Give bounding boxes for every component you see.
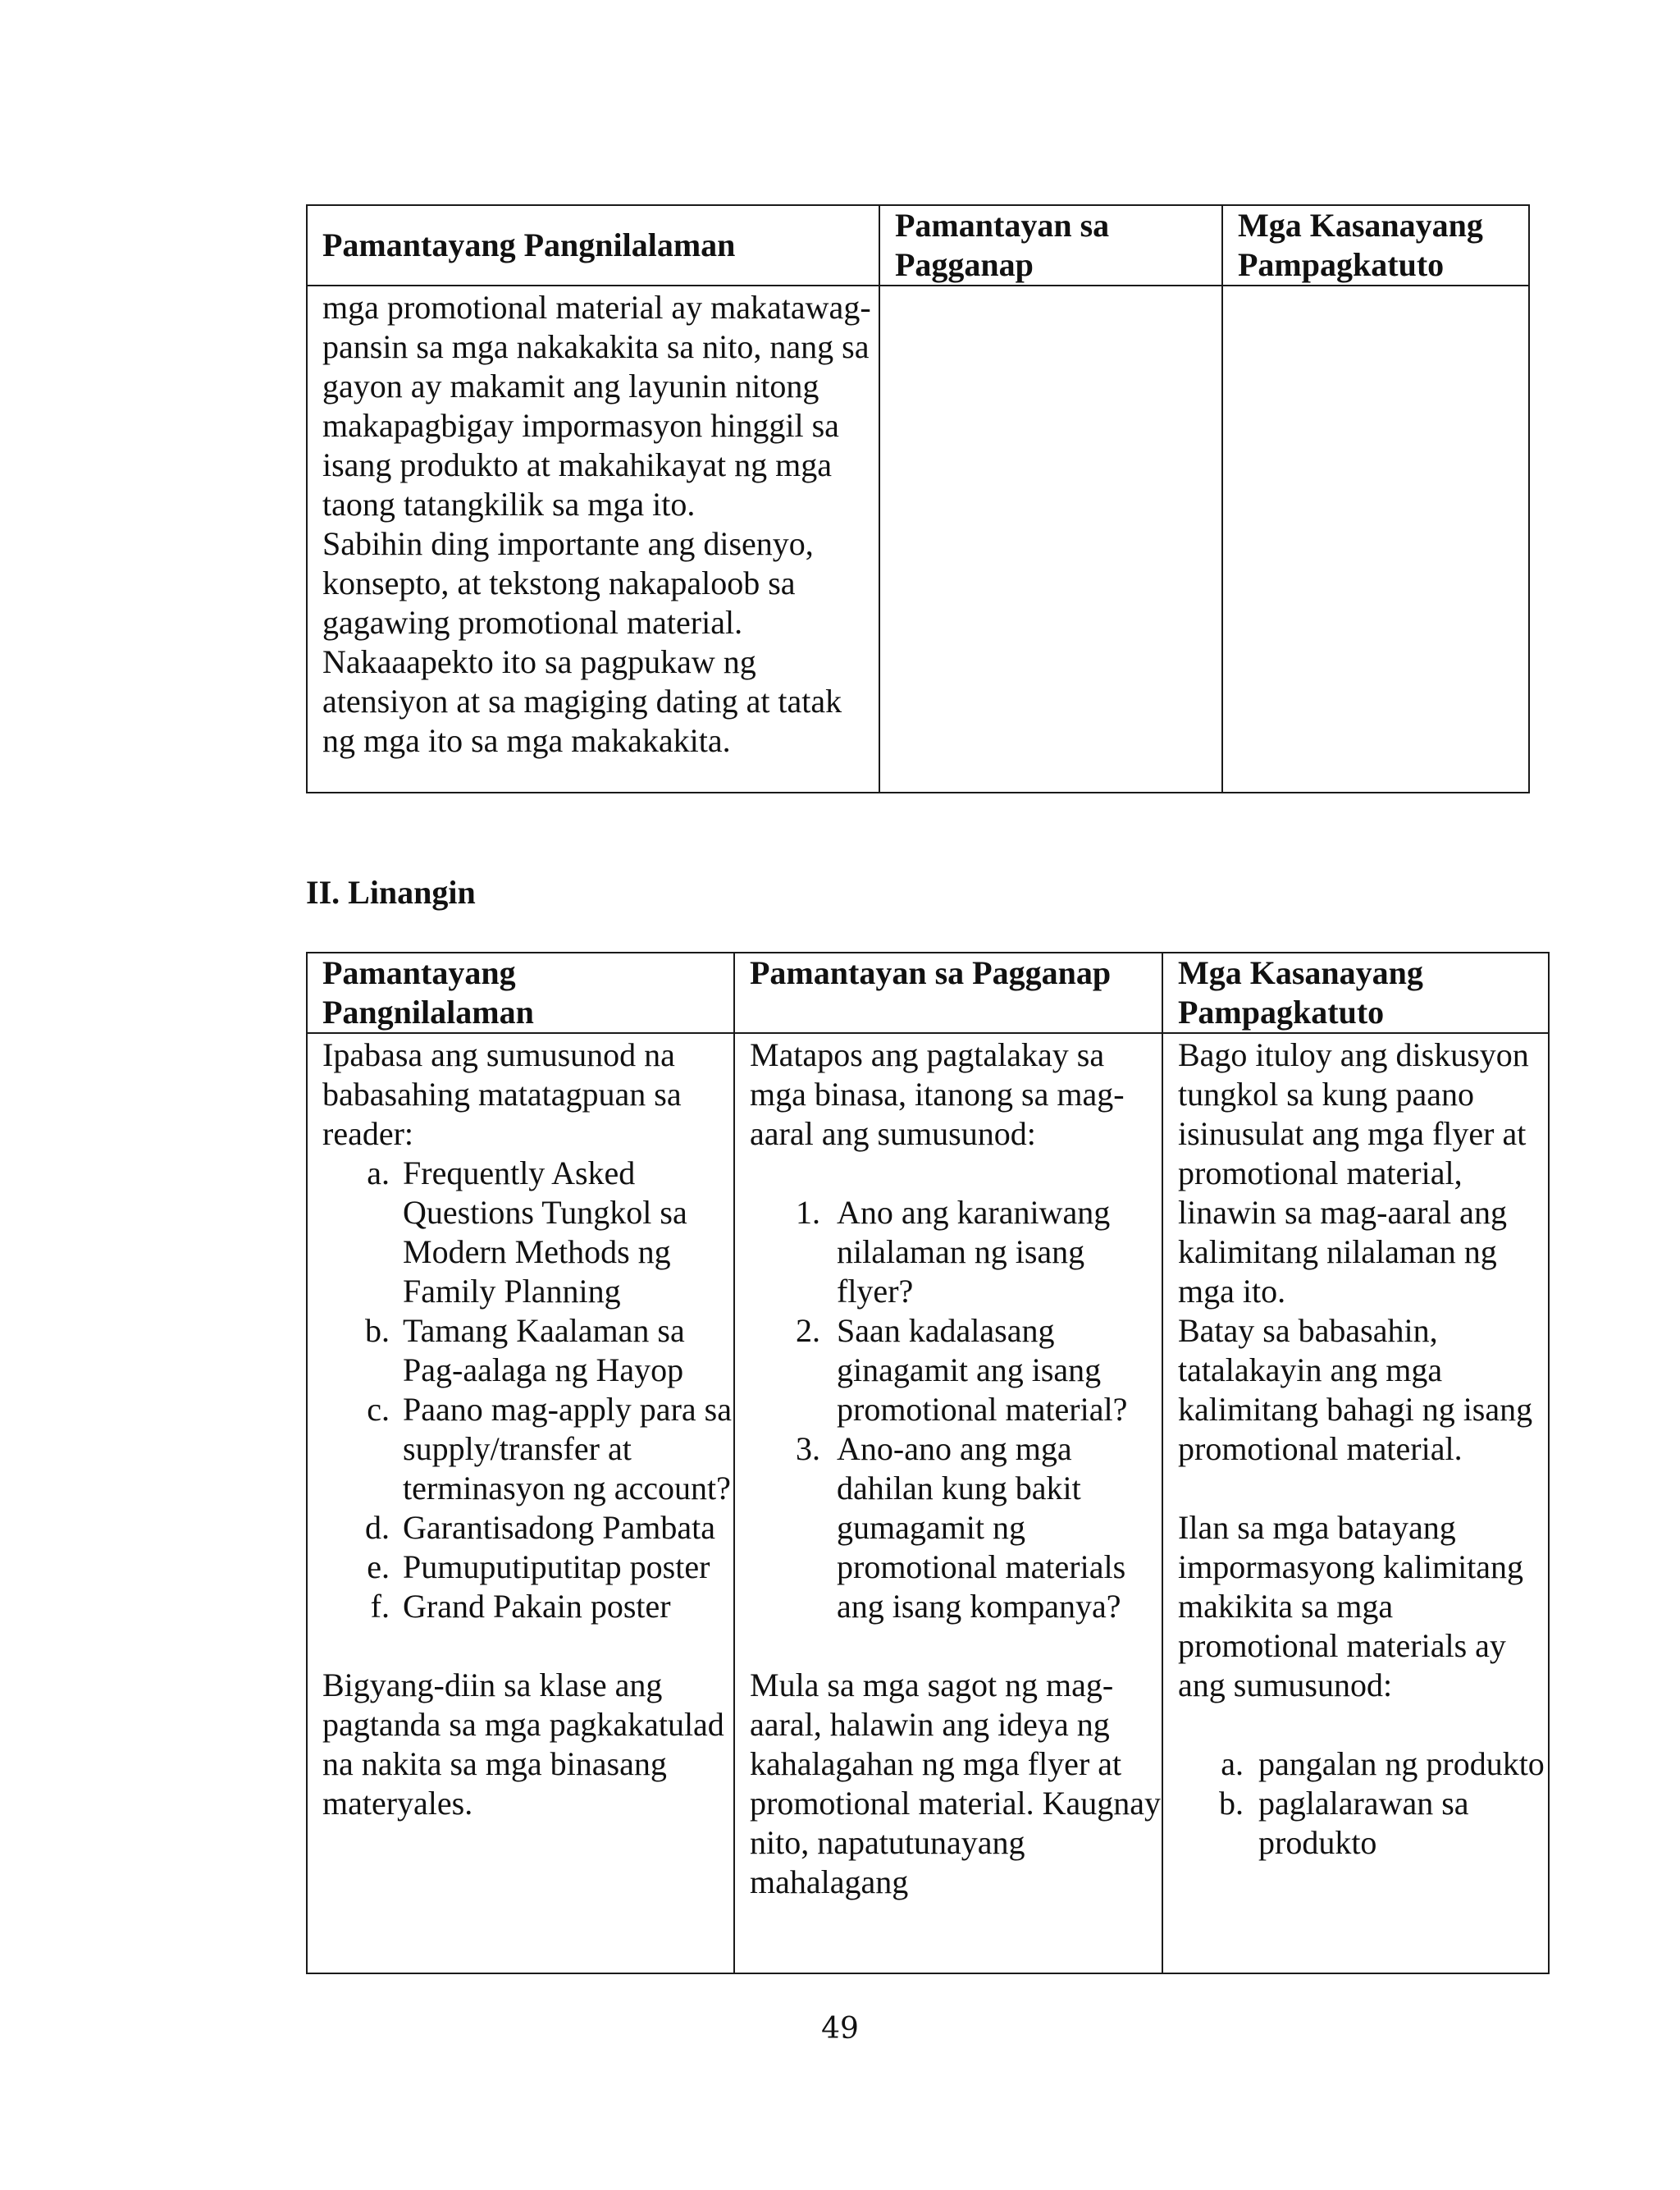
list-marker: b. (365, 1312, 390, 1349)
list-item (750, 1429, 1162, 1626)
reading-list (322, 1154, 733, 1626)
table-header-row (307, 953, 1549, 1033)
list-item (322, 1548, 733, 1587)
list-item-text: Grand Pakain poster (403, 1588, 671, 1625)
paragraph: Ilan sa mga batayang impormasyong kalimitang makikita sa mga promotional materials ay ang sumusunod: (1178, 1509, 1524, 1703)
list-item (322, 1587, 733, 1626)
header-pamantayang-pangnilalaman: Pamantayang Pangnilalaman (307, 953, 734, 1033)
spacer (750, 1154, 1162, 1193)
spacer (322, 1626, 733, 1666)
list-marker: d. (365, 1509, 390, 1546)
paragraph: Bigyang-diin sa klase ang pagtanda sa mga pagkakatulad na nakita sa mga binasang materyales. (322, 1667, 724, 1822)
list-item (1178, 1784, 1548, 1863)
question-list (750, 1193, 1162, 1626)
list-marker: a. (367, 1154, 390, 1191)
header-mga-kasanayang-pampagkatuto: Mga Kasanayang Pampagkatuto (1162, 953, 1549, 1033)
page-number: 49 (821, 2012, 859, 2046)
list-marker: 2. (796, 1312, 820, 1349)
table-row (307, 1033, 1549, 1973)
list-item (322, 1390, 733, 1508)
list-item (750, 1311, 1162, 1429)
table-header-row (307, 205, 1529, 286)
info-list (1178, 1744, 1548, 1863)
list-marker: c. (367, 1391, 390, 1428)
list-item-text: Pumuputiputitap poster (403, 1548, 710, 1585)
header-pamantayang-pangnilalaman: Pamantayang Pangnilalaman (307, 205, 879, 286)
paragraph: Matapos ang pagtalakay sa mga binasa, itanong sa mag-aaral ang sumusunod: (750, 1036, 1125, 1152)
list-item-text: Frequently Asked Questions Tungkol sa Modern Methods ng Family Planning (403, 1154, 687, 1310)
list-item-text: Garantisadong Pambata (403, 1509, 715, 1546)
list-item-text: Tamang Kaalaman sa Pag-aalaga ng Hayop (403, 1312, 685, 1388)
list-item-text: paglalarawan sa produkto (1258, 1785, 1469, 1861)
paragraph: Batay sa babasahin, tatalakayin ang mga kalimitang bahagi ng isang promotional material. (1178, 1312, 1533, 1467)
list-marker: 3. (796, 1430, 820, 1467)
list-marker: f. (370, 1588, 390, 1625)
paragraph: Ipabasa ang sumusunod na babasahing matatagpuan sa reader: (322, 1036, 682, 1152)
list-marker: e. (367, 1548, 390, 1585)
header-pamantayan-sa-pagganap: Pamantayan sa Pagganap (879, 205, 1222, 286)
spacer (1178, 1469, 1548, 1508)
paragraph: Sabihin ding importante ang disenyo, konsepto, at tekstong nakapaloob sa gagawing promotional material. Nakaaapekto ito sa pagpukaw ng atensiyon at sa magiging dating at tatak ng mga ito sa mga makakakita. (322, 525, 842, 759)
list-item-text: Ano ang karaniwang nilalaman ng isang flyer? (837, 1194, 1111, 1310)
paragraph: mga promotional material ay makatawag-pansin sa mga nakakakita sa nito, nang sa gayon ay makamit ang layunin nitong makapagbigay impormasyon hinggil sa isang produkto at makahikayat ng mga taong tatangkilik sa mga ito. (322, 289, 871, 523)
list-item-text: Paano mag-apply para sa supply/transfer at terminasyon ng account? (403, 1391, 732, 1506)
content-standard-cell (307, 286, 879, 793)
linangin-table (306, 952, 1550, 1974)
section-heading: II. Linangin (306, 874, 476, 911)
list-item (322, 1311, 733, 1390)
paragraph: Mula sa mga sagot ng mag-aaral, halawin ang ideya ng kahalagahan ng mga flyer at promotional material. Kaugnay nito, napatutunayang mahalagang (750, 1667, 1161, 1900)
header-pamantayan-sa-pagganap: Pamantayan sa Pagganap (734, 953, 1162, 1033)
spacer (1178, 1705, 1548, 1744)
spacer (750, 1626, 1162, 1666)
continuation-table (306, 204, 1530, 793)
list-marker: a. (1221, 1745, 1244, 1782)
list-item (322, 1508, 733, 1548)
performance-standard-cell (734, 1033, 1162, 1973)
paragraph: Bago ituloy ang diskusyon tungkol sa kung paano isinusulat ang mga flyer at promotional material, linawin sa mag-aaral ang kalimitang nilalaman ng mga ito. (1178, 1036, 1529, 1310)
list-item (750, 1193, 1162, 1311)
list-item-text: pangalan ng produkto (1258, 1745, 1545, 1782)
performance-standard-cell (879, 286, 1222, 793)
header-mga-kasanayang-pampagkatuto: Mga Kasanayang Pampagkatuto (1222, 205, 1529, 286)
table-row (307, 286, 1529, 793)
list-item (1178, 1744, 1548, 1784)
content-standard-cell (307, 1033, 734, 1973)
learning-competency-cell (1162, 1033, 1549, 1973)
list-marker: 1. (796, 1194, 820, 1231)
list-item-text: Saan kadalasang ginagamit ang isang promotional material? (837, 1312, 1128, 1428)
list-item-text: Ano-ano ang mga dahilan kung bakit gumagamit ng promotional materials ang isang kompanya? (837, 1430, 1126, 1625)
list-marker: b. (1219, 1785, 1244, 1822)
learning-competency-cell (1222, 286, 1529, 793)
list-item (322, 1154, 733, 1311)
